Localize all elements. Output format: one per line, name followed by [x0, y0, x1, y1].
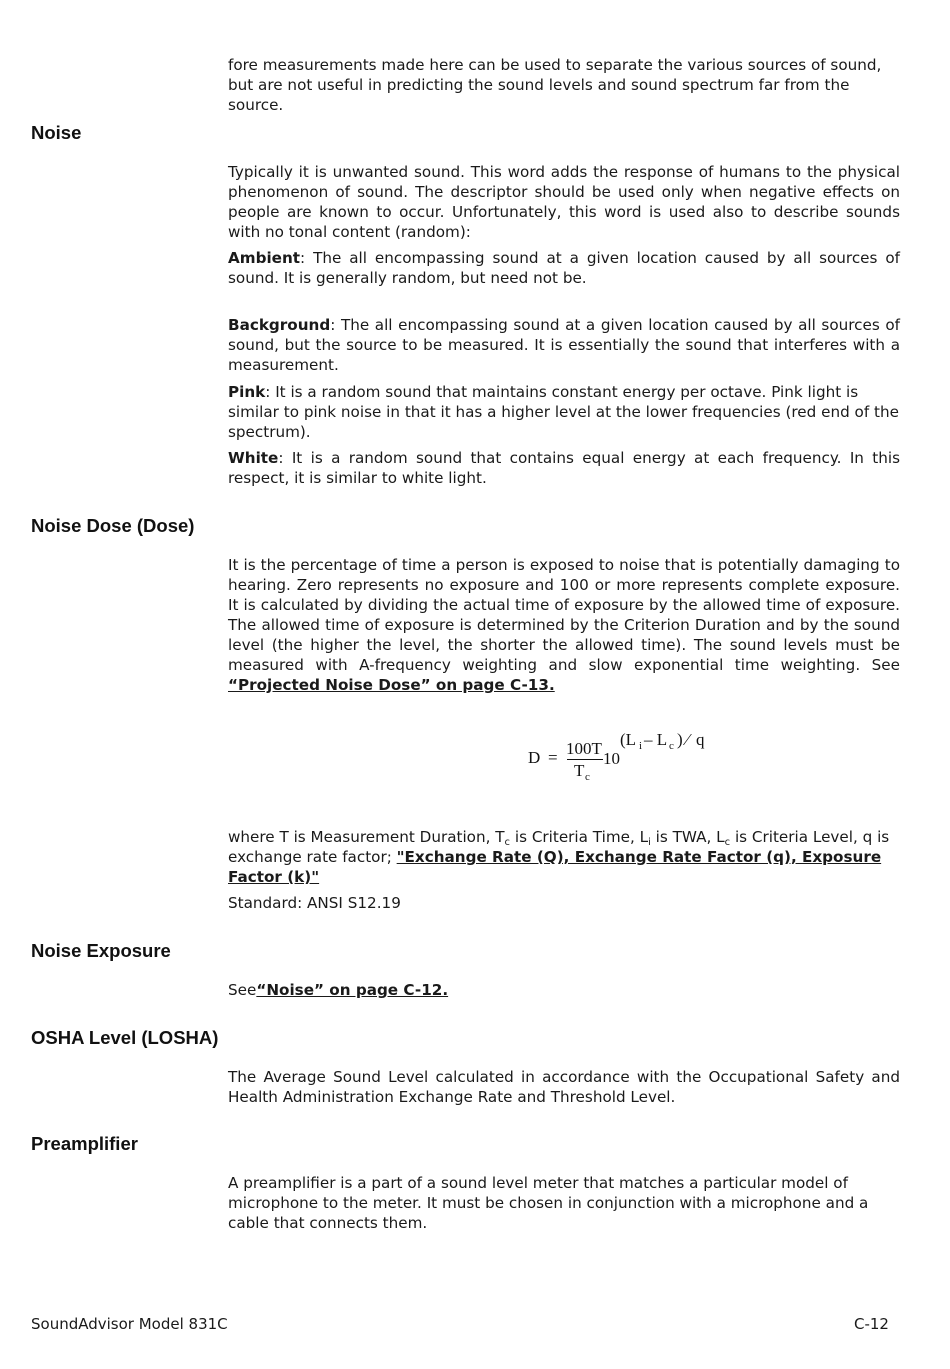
footer-model: SoundAdvisor Model 831C: [31, 1315, 228, 1333]
eq-base: 10: [603, 749, 620, 768]
term-pink: Pink: [228, 383, 266, 401]
noise-ambient: [228, 248, 900, 288]
link-noise-page[interactable]: “Noise” on page C-12.: [256, 981, 449, 999]
eq-exp-c: c: [669, 740, 674, 752]
pink-text: : It is a random sound that maintains constant energy per octave. Pink light is similar to pink noise in that it has a higher level at the lower frequencies (red end of the spectrum).: [228, 383, 899, 441]
where-sub-c1: c: [504, 837, 511, 848]
where-text-1: where T is Measurement Duration, T: [228, 828, 505, 846]
dose-where: [228, 827, 900, 887]
where-text-3: is TWA, L: [650, 828, 725, 846]
footer-page-number: C-12: [854, 1315, 889, 1333]
preamp-definition: A preamplifier is a part of a sound level meter that matches a particular model of microphone to the meter. It must be chosen in conjunction with a microphone and a cable that connects them.: [228, 1174, 869, 1232]
heading-noise: Noise: [31, 122, 82, 143]
eq-exp-open: (L: [620, 730, 637, 749]
term-background: Background: [228, 316, 331, 334]
eq-exp-minus: – L: [644, 730, 668, 749]
exposure-see: [228, 980, 900, 1000]
dose-standard: Standard: ANSI S12.19: [228, 894, 401, 912]
eq-exp-slash: ⁄: [686, 730, 689, 749]
dose-text: It is the percentage of time a person is exposed to noise that is potentially damaging to hearing. Zero represents no exposure and 100 or more represents complete exposure. It is calculated by dividing the actual time of exposure by the allowed time of exposure. The allowed time of exposure is determined by the Criterion Duration and by the sound level (the higher the level, the shorter the allowed time). The sound levels must be measured with A-frequency weighting and slow exponential time weighting. See: [228, 556, 900, 674]
eq-denominator: T: [574, 761, 585, 780]
eq-exp-q: q: [696, 730, 705, 749]
noise-definition: Typically it is unwanted sound. This word adds the response of humans to the physical phenomenon of sound. The descriptor should be used only when negative effects on people are known to occur. Unfortunately, this word is used also to describe sounds with no tonal content (random):: [228, 163, 900, 241]
eq-fraction-bar: [567, 759, 603, 760]
where-sub-i: i: [648, 837, 651, 848]
heading-osha-level: OSHA Level (LOSHA): [31, 1027, 219, 1048]
eq-exp-i: i: [639, 740, 643, 752]
term-white: White: [228, 449, 279, 467]
where-text-2: is Criteria Time, L: [510, 828, 649, 846]
osha-definition: The Average Sound Level calculated in accordance with the Occupational Safety and Health Administration Exchange Rate and Threshold Level.: [228, 1068, 900, 1106]
dose-definition: [228, 555, 900, 695]
eq-lhs: D: [528, 748, 541, 767]
dose-equation: [520, 728, 740, 798]
white-text: : It is a random sound that contains equal energy at each frequency. In this respect, it is similar to white light.: [228, 449, 900, 487]
heading-preamplifier: Preamplifier: [31, 1133, 138, 1154]
eq-numerator: 100T: [566, 739, 602, 758]
background-text: : The all encompassing sound at a given location caused by all sources of sound, but the source to be measured. It is essentially the sound that interferes with a measurement.: [228, 316, 900, 374]
exposure-see-label: See: [228, 981, 257, 999]
link-projected-noise-dose[interactable]: “Projected Noise Dose” on page C-13.: [228, 676, 555, 694]
term-ambient: Ambient: [228, 249, 301, 267]
noise-background: [228, 315, 900, 375]
intro-paragraph: [228, 55, 900, 115]
noise-pink: [228, 382, 900, 442]
ambient-text: : The all encompassing sound at a given location caused by all sources of sound. It is generally random, but need not be.: [228, 249, 900, 287]
intro-text: fore measurements made here can be used to separate the various sources of sound, but are not useful in predicting the sound levels and sound spectrum far from the source.: [228, 56, 882, 114]
eq-denominator-sub: c: [585, 771, 590, 783]
eq-equals: =: [548, 748, 558, 767]
where-sub-c2: c: [724, 837, 731, 848]
heading-noise-dose: Noise Dose (Dose): [31, 515, 195, 536]
noise-white: [228, 448, 900, 488]
eq-exp-close: ): [677, 730, 683, 749]
link-exchange-rate[interactable]: "Exchange Rate (Q), Exchange Rate Factor (q), Exposure Factor (k)": [228, 848, 882, 886]
where-text-4: is Criteria Level, q is exchange rate factor;: [228, 828, 890, 866]
heading-noise-exposure: Noise Exposure: [31, 940, 171, 961]
